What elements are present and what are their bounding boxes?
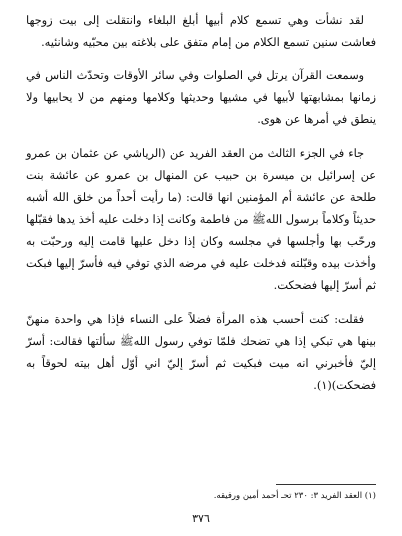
paragraph-2: وسمعت القرآن يرتل في الصلوات وفي سائر الأوقات وتحدّث الناس في زمانها بمشابهتها لأبيها في مشيها وحديثها وكلامها ومنهم من لا يحابيها ولا ينطق في أمرها عن هوى. — [26, 69, 376, 126]
paragraph-1: لقد نشأت وهي تسمع كلام أبيها أبلغ البلغاء وانتقلت إلى بيت زوجها فعاشت سنين تسمع الكلام من إمام متفق على بلاغته بين محبّيه وشانئيه. — [26, 14, 376, 49]
footnote: (١) العقد الفريد ٣: ٢٣٠ تحـ أحمد أمين ورفيقه. — [213, 491, 376, 501]
main-text — [26, 10, 376, 409]
paragraph-4: فقلت: كنت أحسب هذه المرأة فضلاً على النساء فإذا هي واحدة منهنّ بينها هي تبكي إذا هي تضحك فلمّا توفي رسول اللهﷺ سألتها فقالت: أسرّ إليّ فأخبرني انه ميت فبكيت ثم أسرّ إليّ اني أوّل أهل بيته لحوقاً به فضحكت)(١). — [26, 313, 376, 392]
paragraph-3: جاء في الجزء الثالث من العقد الفريد عن (الرياشي عن عثمان بن عمرو عن إسرائيل بن ميسرة بن حبيب عن المنهال بن عمرو عن عائشة بنت طلحة عن عائشة أم المؤمنين انها قالت: (ما رأيت أحداً من خلق الله أشبه حديثاً وكلاماً برسول اللهﷺ من فاطمة وكانت إذا دخلت عليه أخذ يدها فقبّلها ورحّب بها وأجلسها في مجلسه وكان إذا دخل عليها قامت إليه ورحبّت به وأخذت بيده وقبّلته فدخلت عليه في مرضه الذي توفي فيه فأسرّ إليها فبكت ثم أسرّ إليها فضحكت. — [26, 147, 376, 292]
footnote-divider — [276, 484, 376, 485]
page-number: ٣٧٦ — [192, 512, 210, 525]
